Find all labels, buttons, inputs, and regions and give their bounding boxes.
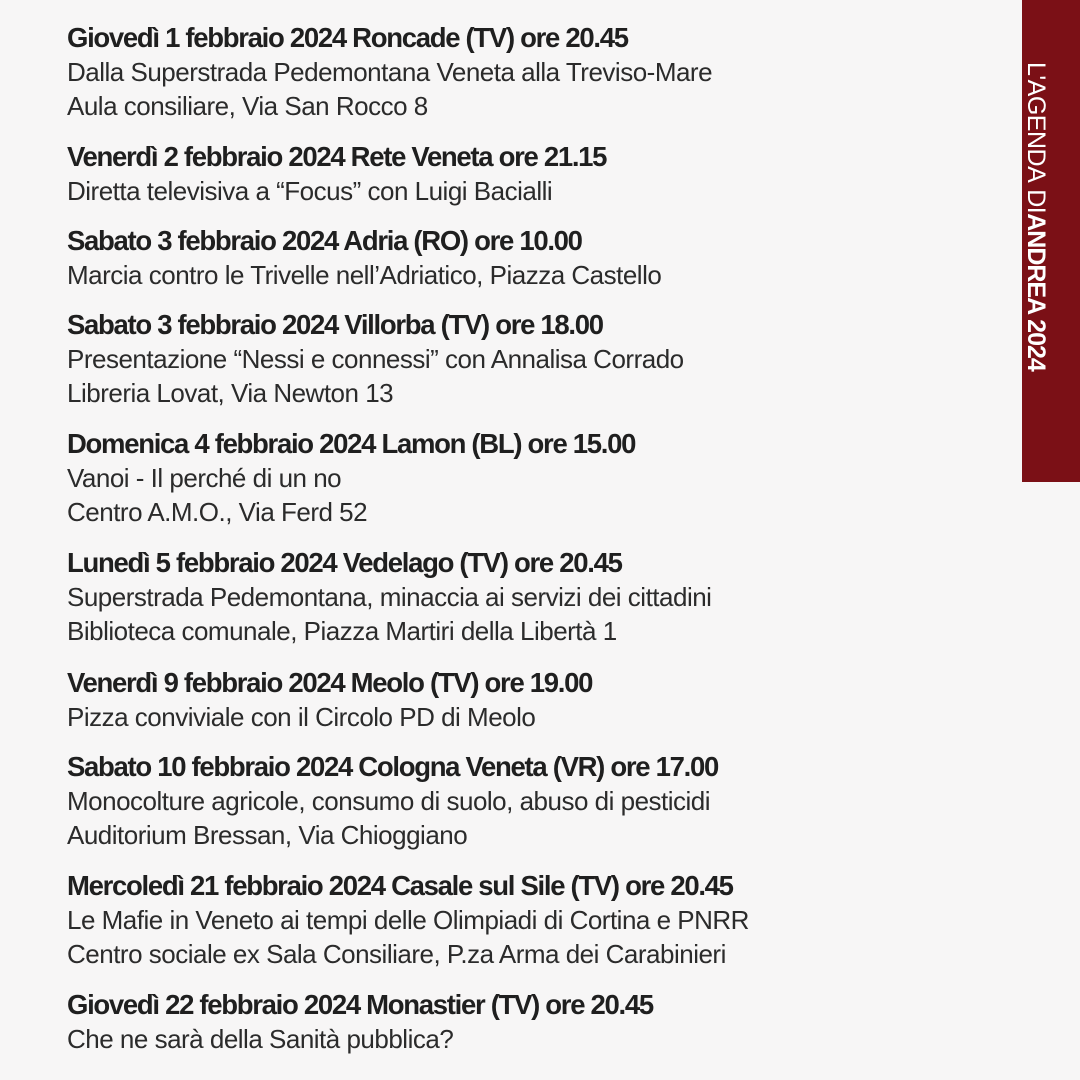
event-description: Dalla Superstrada Pedemontana Veneta alla Treviso-Mare <box>67 57 713 87</box>
event-3 <box>67 224 997 292</box>
event-header: Giovedì 22 febbraio 2024 Monastier (TV) ore 20.45 <box>67 989 653 1020</box>
event-description: Che ne sarà della Sanità pubblica? <box>67 1024 454 1054</box>
event-header: Venerdì 9 febbraio 2024 Meolo (TV) ore 19.00 <box>67 667 593 698</box>
event-5 <box>67 427 997 529</box>
event-7 <box>67 666 997 734</box>
event-description: Monocolture agricole, consumo di suolo, abuso di pesticidi <box>67 786 711 816</box>
event-6 <box>67 546 997 648</box>
event-9 <box>67 869 997 971</box>
banner-prefix: L'AGENDA <box>1022 62 1050 183</box>
event-location: Centro A.M.O., Via Ferd 52 <box>67 497 368 527</box>
banner-name: ANDREA 2024 <box>1022 213 1050 371</box>
event-2 <box>67 140 997 208</box>
event-header: Giovedì 1 febbraio 2024 Roncade (TV) ore 20.45 <box>67 22 628 53</box>
event-header: Domenica 4 febbraio 2024 Lamon (BL) ore 15.00 <box>67 428 636 459</box>
event-location: Aula consiliare, Via San Rocco 8 <box>67 91 428 121</box>
event-description: Pizza conviviale con il Circolo PD di Meolo <box>67 702 536 732</box>
event-location: Libreria Lovat, Via Newton 13 <box>67 378 394 408</box>
event-header: Sabato 3 febbraio 2024 Adria (RO) ore 10.00 <box>67 225 582 256</box>
event-header: Venerdì 2 febbraio 2024 Rete Veneta ore 21.15 <box>67 141 607 172</box>
event-location: Biblioteca comunale, Piazza Martiri della Libertà 1 <box>67 616 617 646</box>
event-8 <box>67 750 997 852</box>
event-description: Marcia contro le Trivelle nell’Adriatico, Piazza Castello <box>67 260 662 290</box>
banner-title <box>1007 62 1065 422</box>
event-header: Mercoledì 21 febbraio 2024 Casale sul Sile (TV) ore 20.45 <box>67 870 733 901</box>
event-description: Vanoi - Il perché di un no <box>67 463 342 493</box>
event-location: Auditorium Bressan, Via Chioggiano <box>67 820 468 850</box>
event-header: Sabato 3 febbraio 2024 Villorba (TV) ore 18.00 <box>67 309 603 340</box>
event-location: Centro sociale ex Sala Consiliare, P.za Arma dei Carabinieri <box>67 939 726 969</box>
event-description: Presentazione “Nessi e connessi” con Annalisa Corrado <box>67 344 684 374</box>
event-1 <box>67 21 997 123</box>
side-banner <box>1022 0 1080 482</box>
event-header: Sabato 10 febbraio 2024 Cologna Veneta (VR) ore 17.00 <box>67 751 718 782</box>
event-description: Le Mafie in Veneto ai tempi delle Olimpiadi di Cortina e PNRR <box>67 905 749 935</box>
event-description: Superstrada Pedemontana, minaccia ai servizi dei cittadini <box>67 582 712 612</box>
banner-di: DI <box>1022 189 1050 214</box>
event-4 <box>67 308 997 410</box>
event-10 <box>67 988 997 1056</box>
event-header: Lunedì 5 febbraio 2024 Vedelago (TV) ore 20.45 <box>67 547 622 578</box>
event-description: Diretta televisiva a “Focus” con Luigi Bacialli <box>67 176 553 206</box>
